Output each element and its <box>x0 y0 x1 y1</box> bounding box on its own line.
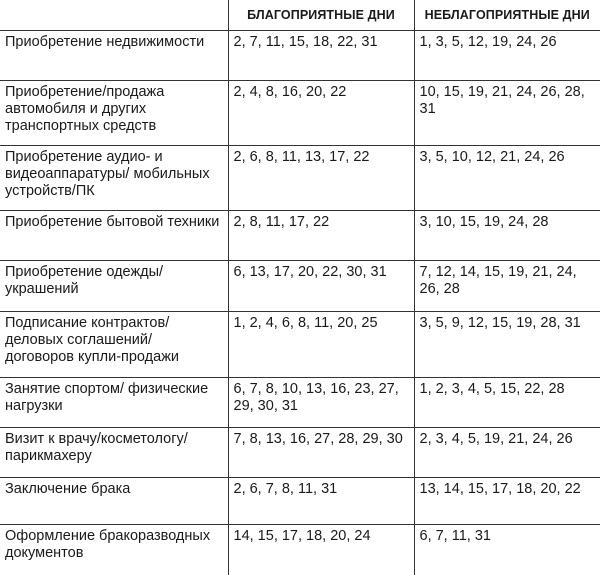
activity-cell <box>0 525 228 575</box>
activity-text: Приобретение/продажа автомобиля и других транспортных средств <box>5 84 165 134</box>
favorable-days-cell <box>228 312 414 378</box>
activity-cell <box>0 378 228 428</box>
unfavorable-days-text: 1, 3, 5, 12, 19, 24, 26 <box>419 34 557 50</box>
unfavorable-days-cell <box>414 478 600 525</box>
unfavorable-days-cell <box>414 312 600 378</box>
activity-text: Приобретение одежды/ украшений <box>5 264 164 297</box>
favorable-days-cell <box>228 211 414 261</box>
activity-cell <box>0 31 228 81</box>
activity-cell <box>0 261 228 312</box>
activity-cell <box>0 478 228 525</box>
favorable-days-cell <box>228 478 414 525</box>
favorable-days-text: 6, 7, 8, 10, 13, 16, 23, 27, 29, 30, 31 <box>233 381 399 414</box>
activity-cell <box>0 211 228 261</box>
favorable-days-text: 14, 15, 17, 18, 20, 24 <box>233 528 371 544</box>
unfavorable-days-cell <box>414 378 600 428</box>
table-row <box>0 31 600 81</box>
unfavorable-days-cell <box>414 261 600 312</box>
unfavorable-days-text: 3, 5, 10, 12, 21, 24, 26 <box>419 149 565 165</box>
unfavorable-days-cell <box>414 31 600 81</box>
favorable-days-text: 2, 6, 7, 8, 11, 31 <box>233 481 338 497</box>
activity-text: Оформление бракоразводных документов <box>5 528 211 561</box>
activity-text: Занятие спортом/ физические нагрузки <box>5 381 209 414</box>
favorable-days-cell <box>228 31 414 81</box>
unfavorable-days-text: 7, 12, 14, 15, 19, 21, 24, 26, 28 <box>419 264 577 297</box>
favorable-days-text: 2, 4, 8, 16, 20, 22 <box>233 84 347 100</box>
unfavorable-days-text: 1, 2, 3, 4, 5, 15, 22, 28 <box>419 381 565 397</box>
table-row <box>0 81 600 146</box>
header-unfavorable-days: НЕБЛАГОПРИЯТНЫЕ ДНИ <box>414 0 600 31</box>
activity-cell <box>0 428 228 478</box>
table-row <box>0 146 600 211</box>
favorable-days-text: 2, 7, 11, 15, 18, 22, 31 <box>233 34 378 50</box>
activity-text: Приобретение бытовой техники <box>5 214 220 230</box>
favorable-days-text: 7, 8, 13, 16, 27, 28, 29, 30 <box>233 431 403 447</box>
favorable-days-cell <box>228 378 414 428</box>
favorable-days-cell <box>228 525 414 575</box>
unfavorable-days-cell <box>414 525 600 575</box>
favorable-days-text: 2, 6, 8, 11, 13, 17, 22 <box>233 149 370 165</box>
activity-text: Заключение брака <box>5 481 131 497</box>
unfavorable-days-text: 13, 14, 15, 17, 18, 20, 22 <box>419 481 581 497</box>
header-activity <box>0 0 228 31</box>
unfavorable-days-text: 2, 3, 4, 5, 19, 21, 24, 26 <box>419 431 573 447</box>
activity-text: Приобретение аудио- и видеоаппаратуры/ мобильных устройств/ПК <box>5 149 210 199</box>
favorable-days-cell <box>228 146 414 211</box>
header-row <box>0 0 600 31</box>
favorable-days-cell <box>228 261 414 312</box>
table-row <box>0 261 600 312</box>
unfavorable-days-text: 3, 10, 15, 19, 24, 28 <box>419 214 549 230</box>
table-row <box>0 211 600 261</box>
unfavorable-days-cell <box>414 81 600 146</box>
favorable-days-text: 1, 2, 4, 6, 8, 11, 20, 25 <box>233 315 378 331</box>
favorable-days-cell <box>228 428 414 478</box>
unfavorable-days-text: 10, 15, 19, 21, 24, 26, 28, 31 <box>419 84 585 117</box>
header-favorable-days: БЛАГОПРИЯТНЫЕ ДНИ <box>228 0 414 31</box>
activity-text: Визит к врачу/косметологу/ парикмахеру <box>5 431 188 464</box>
unfavorable-days-cell <box>414 211 600 261</box>
activity-cell <box>0 312 228 378</box>
unfavorable-days-cell <box>414 428 600 478</box>
unfavorable-days-text: 3, 5, 9, 12, 15, 19, 28, 31 <box>419 315 581 331</box>
favorable-days-text: 6, 13, 17, 20, 22, 30, 31 <box>233 264 387 280</box>
table-row <box>0 525 600 575</box>
unfavorable-days-text: 6, 7, 11, 31 <box>419 528 491 544</box>
table-row <box>0 312 600 378</box>
favorable-days-text: 2, 8, 11, 17, 22 <box>233 214 330 230</box>
table-row <box>0 428 600 478</box>
activity-text: Подписание контрактов/ деловых соглашений/ договоров купли-продажи <box>5 315 180 365</box>
favorable-days-cell <box>228 81 414 146</box>
unfavorable-days-cell <box>414 146 600 211</box>
activity-cell <box>0 146 228 211</box>
activity-cell <box>0 81 228 146</box>
table-row <box>0 478 600 525</box>
activity-text: Приобретение недвижимости <box>5 34 205 50</box>
table-row <box>0 378 600 428</box>
